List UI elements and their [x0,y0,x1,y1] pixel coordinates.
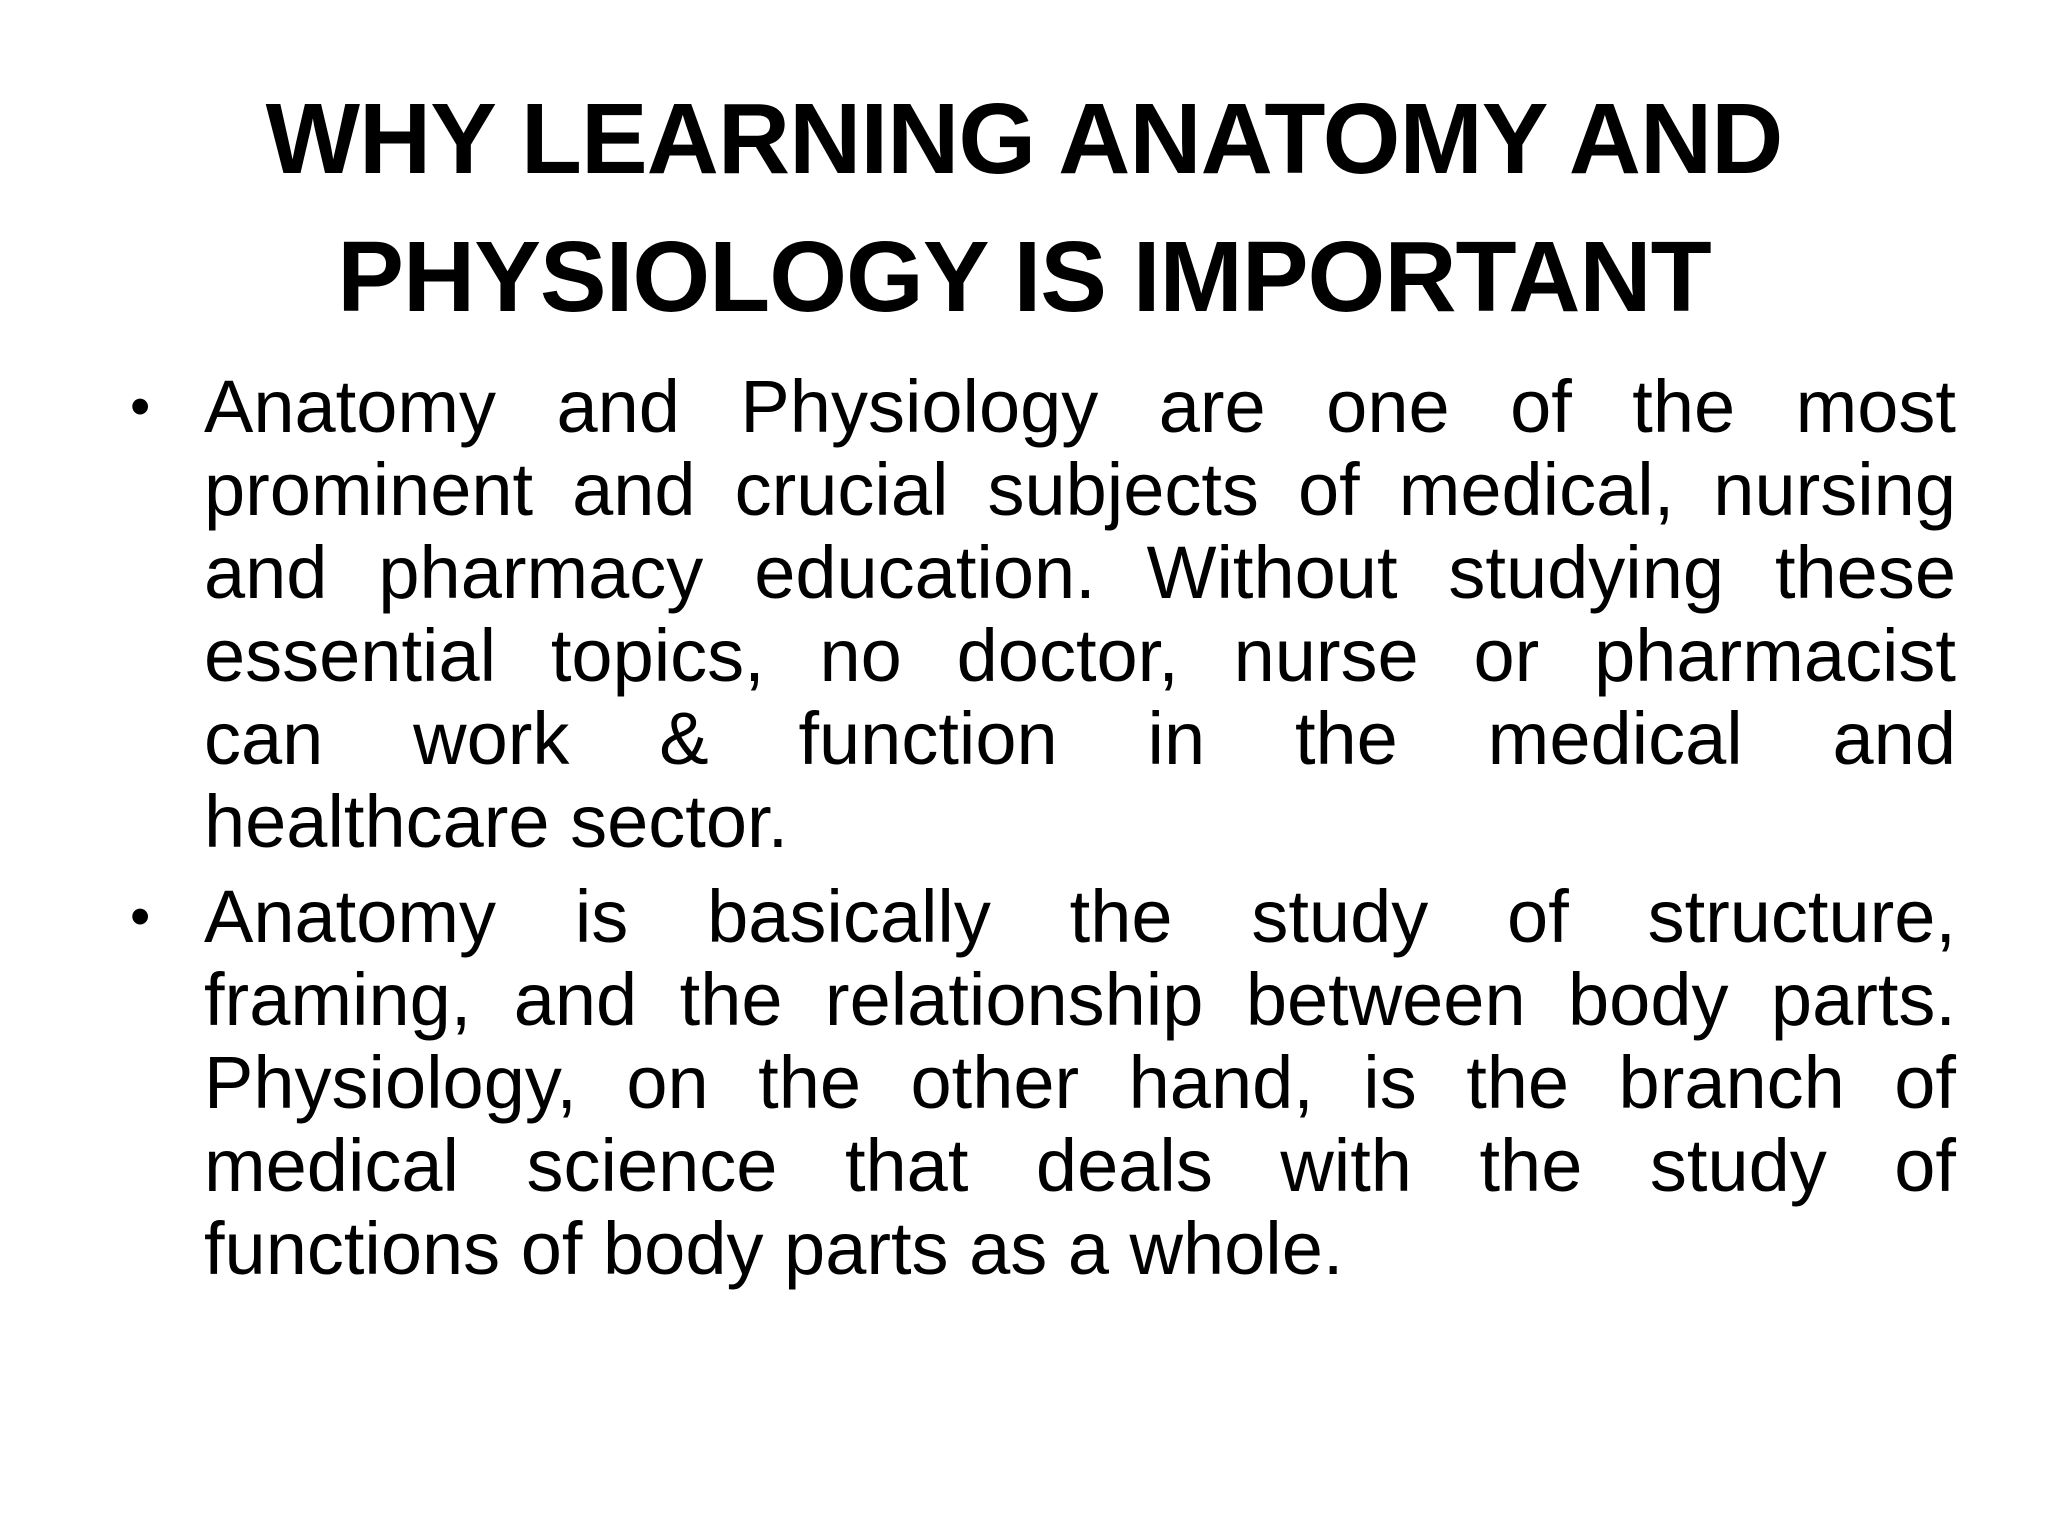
bullet-2-line-5: functions of body parts as a whole. [204,1207,1344,1290]
bullet-2-line-1: Anatomy is basically the study of structure, [204,875,1956,958]
bullet-1-line-6: healthcare sector. [204,780,789,863]
bullet-1-line-4: essential topics, no doctor, nurse or pharmacist [204,614,1956,697]
bullet-item-2 [118,875,1956,1290]
title-line-1: WHY LEARNING ANATOMY AND [265,83,1783,195]
bullet-1-line-2: prominent and crucial subjects of medical, nursing [204,448,1956,531]
bullet-1-line-5: can work & function in the medical and [204,697,1956,780]
bullet-dot-icon: • [130,884,151,949]
slide-title [160,70,1888,346]
bullet-list [118,365,1956,1302]
bullet-item-1 [118,365,1956,863]
bullet-2-line-4: medical science that deals with the study of [204,1124,1956,1207]
bullet-text-2 [204,875,1956,1290]
bullet-1-line-1: Anatomy and Physiology are one of the most [204,365,1956,448]
title-line-2: PHYSIOLOGY IS IMPORTANT [337,221,1711,333]
bullet-2-line-2: framing, and the relationship between body parts. [204,958,1956,1041]
bullet-1-line-3: and pharmacy education. Without studying these [204,531,1956,614]
bullet-text-1 [204,365,1956,863]
bullet-2-line-3: Physiology, on the other hand, is the branch of [204,1041,1956,1124]
bullet-dot-icon: • [130,374,151,439]
